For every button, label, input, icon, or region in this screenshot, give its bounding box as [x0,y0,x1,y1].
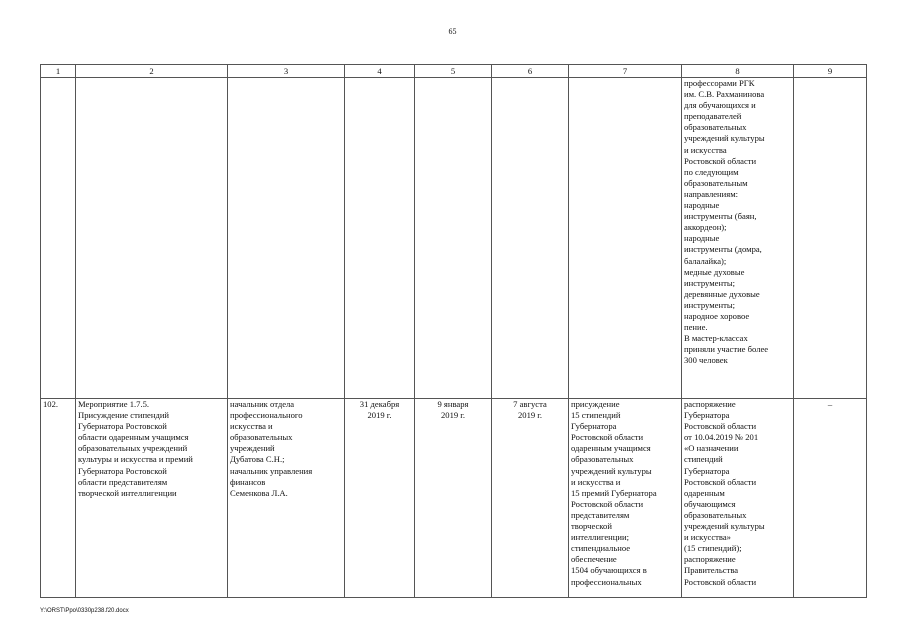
text-line: 15 стипендий [571,410,621,421]
text-line: народные [684,200,720,211]
text-line: Семенкова Л.А. [230,487,288,498]
text-line: Ростовской области [684,155,757,166]
text-line: от 10.04.2019 № 201 [684,432,759,443]
result-cell [682,78,794,399]
text-line: финансов [230,476,266,487]
text-line: Ростовской области [684,476,757,487]
cell [794,78,867,399]
cell [76,78,228,399]
text-line: 2019 г. [517,410,543,421]
column-number: 6 [492,65,569,78]
text-line: и искусства и [571,476,621,487]
text-line: обеспечение [571,554,617,565]
text-line: народные [684,233,720,244]
text-line: образовательным [684,177,748,188]
text-line: распоряжение [684,554,736,565]
text-line: искусства и [230,421,273,432]
column-number: 2 [76,65,228,78]
text-line: области представителям [78,476,168,487]
text-line: Присуждение стипендий [78,410,170,421]
text-line: Губернатора [571,421,617,432]
start-date-cell [415,399,492,598]
table-row [41,399,867,598]
text-line: образовательных [571,454,634,465]
text-line: им. С.В. Рахманинова [684,89,765,100]
text-line: интеллигенции; [571,532,629,543]
actual-result-cell [682,399,794,598]
cell [41,78,76,399]
text-line: по следующим [684,166,739,177]
text-line: Губернатора Ростовской [78,465,167,476]
text-line: 1504 обучающихся в [571,565,647,576]
column-number: 4 [345,65,415,78]
text-line: образовательных [230,432,293,443]
text-line: балалайка); [684,255,727,266]
text-line: 9 января [437,399,469,409]
text-line: аккордеон); [684,222,727,233]
text-line: В мастер-классах [684,333,748,344]
text-line: направлениям: [684,188,739,199]
text-line: Губернатора [684,465,730,476]
text-line: творческой [571,521,612,532]
text-line: одаренным [684,487,725,498]
planned-date-cell [345,399,415,598]
text-line: пение. [684,322,708,333]
text-line: для обучающихся и [684,100,756,111]
row-number: 102. [41,399,76,598]
text-line: учреждений культуры [684,521,765,532]
text-line: учреждений культуры [684,133,765,144]
text-line: стипендиальное [571,543,631,554]
column-number: 3 [228,65,345,78]
text-line: 15 премий Губернатора [571,487,657,498]
page-number: 65 [448,27,457,36]
column-number: 1 [41,65,76,78]
table-row [41,78,867,399]
cell [415,78,492,399]
text-line: начальник отдела [230,399,295,409]
column-number-row [41,65,867,78]
text-line: обучающимся [684,498,736,509]
text-line: области одаренным учащимся [78,432,189,443]
cell [569,78,682,399]
text-line: Ростовской области [684,421,757,432]
text-line: 2019 г. [440,410,466,421]
responsible-cell [228,399,345,598]
text-line: 7 августа [513,399,547,409]
text-line: Ростовской области [684,576,757,587]
text-line: инструменты (домра, [684,244,762,255]
column-number: 5 [415,65,492,78]
cell [492,78,569,399]
text-line: Губернатора Ростовской [78,421,167,432]
text-line: деревянные духовые [684,288,760,299]
text-line: образовательных [684,122,747,133]
text-line: стипендий [684,454,723,465]
text-line: распоряжение [684,399,736,409]
planned-result-cell [569,399,682,598]
text-line: Мероприятие 1.7.5. [78,399,150,409]
column-number: 9 [794,65,867,78]
text-line: профессиональных [571,576,642,587]
cell [345,78,415,399]
measure-name-cell [76,399,228,598]
text-line: инструменты (баян, [684,211,757,222]
text-line: инструменты; [684,277,736,288]
file-path-footer: Y:\ORST\Ppo\0330p238.f20.docx [40,608,129,614]
text-line: Ростовской области [571,498,644,509]
text-line: приняли участие более [684,344,769,355]
text-line: (15 стипендий); [684,543,742,554]
text-line: 2019 г. [367,410,392,421]
text-line: народное хоровое [684,310,750,321]
text-line: культуры и искусства и премий [78,454,193,465]
end-date-cell [492,399,569,598]
text-line: начальник управления [230,465,313,476]
text-line: образовательных учреждений [78,443,188,454]
cell [228,78,345,399]
text-line: профессионального [230,410,303,421]
column-number: 7 [569,65,682,78]
text-line: преподавателей [684,111,742,122]
text-line: и искусства [684,144,727,155]
notes-cell: – [794,399,867,598]
text-line: профессорами РГК [684,78,755,88]
text-line: творческой интеллигенции [78,487,177,498]
text-line: учреждений [230,443,275,454]
text-line: Губернатора [684,410,730,421]
text-line: «О назначении [684,443,739,454]
column-number: 8 [682,65,794,78]
text-line: медные духовые [684,266,745,277]
text-line: учреждений культуры [571,465,652,476]
text-line: образовательных [684,509,747,520]
measures-table [40,64,867,598]
text-line: 300 человек [684,355,728,366]
text-line: инструменты; [684,299,736,310]
text-line: Ростовской области [571,432,644,443]
text-line: Правительства [684,565,739,576]
text-line: одаренным учащимся [571,443,651,454]
text-line: и искусства» [684,532,731,543]
text-line: присуждение [571,399,620,409]
text-line: представителям [571,509,630,520]
text-line: 31 декабря [359,399,400,409]
text-line: Дубатова С.Н.; [230,454,285,465]
